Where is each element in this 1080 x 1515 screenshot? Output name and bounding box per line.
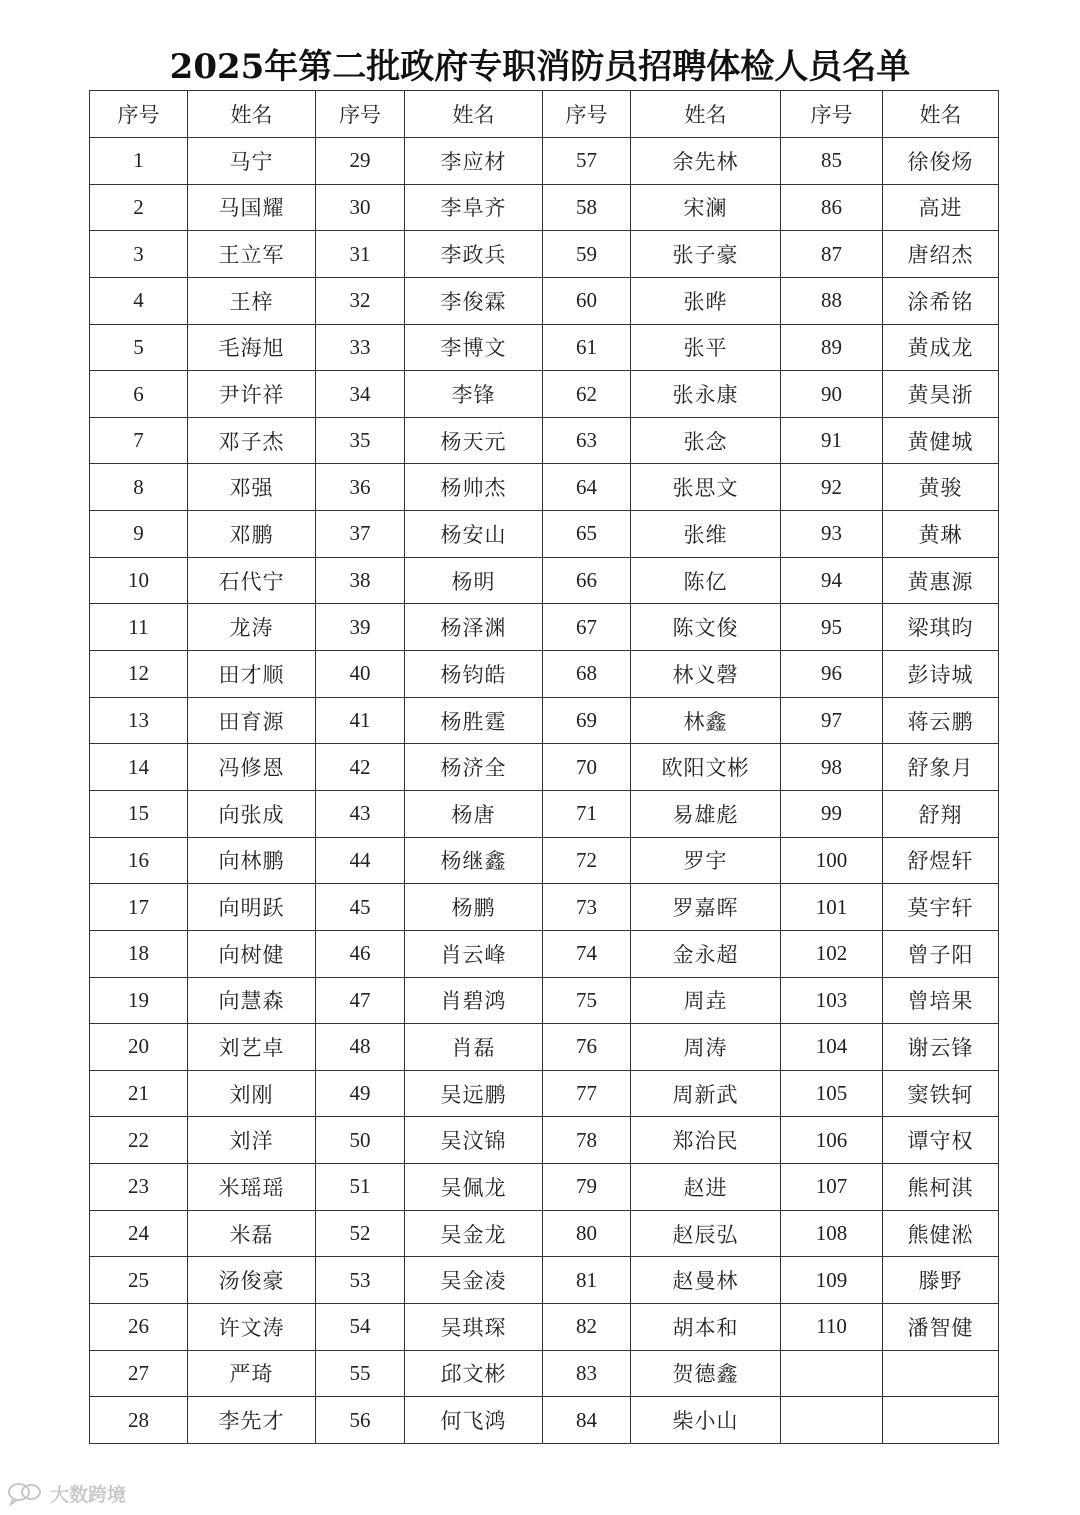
- index-cell: 53: [316, 1257, 405, 1304]
- table-row: [90, 1210, 999, 1257]
- index-cell: 101: [781, 884, 883, 931]
- name-cell: 邓鹏: [188, 511, 316, 558]
- name-cell: 彭诗城: [883, 651, 999, 698]
- name-cell: 向张成: [188, 790, 316, 837]
- index-cell: 100: [781, 837, 883, 884]
- index-cell: 60: [543, 277, 631, 324]
- roster-table: [89, 90, 999, 1444]
- name-cell: 张维: [631, 511, 781, 558]
- table-row: [90, 930, 999, 977]
- index-cell: 1: [90, 138, 188, 185]
- index-cell: 96: [781, 651, 883, 698]
- name-cell: 邓强: [188, 464, 316, 511]
- name-cell: 向慧森: [188, 977, 316, 1024]
- table-row: [90, 277, 999, 324]
- index-cell: 80: [543, 1210, 631, 1257]
- name-cell: 张念: [631, 417, 781, 464]
- table-row: [90, 977, 999, 1024]
- document-title: 2025年第二批政府专职消防员招聘体检人员名单: [169, 47, 911, 87]
- name-cell: 赵曼林: [631, 1257, 781, 1304]
- index-cell: 52: [316, 1210, 405, 1257]
- name-cell: 赵辰弘: [631, 1210, 781, 1257]
- name-cell: 邓子杰: [188, 417, 316, 464]
- table-row: [90, 1350, 999, 1397]
- index-cell: 66: [543, 557, 631, 604]
- table-row: [90, 604, 999, 651]
- name-cell: 杨胜霆: [405, 697, 543, 744]
- name-cell: 李应材: [405, 138, 543, 185]
- index-cell: [781, 1397, 883, 1444]
- name-cell: 曾培果: [883, 977, 999, 1024]
- index-cell: 95: [781, 604, 883, 651]
- watermark-text: 大数跨境: [50, 1483, 127, 1506]
- name-cell: 刘刚: [188, 1070, 316, 1117]
- index-cell: 85: [781, 138, 883, 185]
- table-row: [90, 1070, 999, 1117]
- name-cell: 杨钧皓: [405, 651, 543, 698]
- name-cell: 胡本和: [631, 1304, 781, 1351]
- name-cell: 李锋: [405, 371, 543, 418]
- name-cell: 黄惠源: [883, 557, 999, 604]
- index-cell: 33: [316, 324, 405, 371]
- index-cell: 87: [781, 231, 883, 278]
- index-cell: 34: [316, 371, 405, 418]
- index-cell: 54: [316, 1304, 405, 1351]
- index-cell: 3: [90, 231, 188, 278]
- name-cell: 李先才: [188, 1397, 316, 1444]
- name-cell: 李俊霖: [405, 277, 543, 324]
- name-cell: 米磊: [188, 1210, 316, 1257]
- index-cell: 72: [543, 837, 631, 884]
- name-cell: 吴琪琛: [405, 1304, 543, 1351]
- index-cell: 88: [781, 277, 883, 324]
- index-cell: 5: [90, 324, 188, 371]
- name-cell: 黄骏: [883, 464, 999, 511]
- name-cell: 罗宇: [631, 837, 781, 884]
- name-cell: [883, 1397, 999, 1444]
- index-cell: 58: [543, 184, 631, 231]
- name-cell: 梁琪昀: [883, 604, 999, 651]
- name-cell: 杨明: [405, 557, 543, 604]
- index-cell: 91: [781, 417, 883, 464]
- name-cell: 石代宁: [188, 557, 316, 604]
- name-cell: 谭守权: [883, 1117, 999, 1164]
- index-cell: 26: [90, 1304, 188, 1351]
- index-cell: 38: [316, 557, 405, 604]
- index-cell: 27: [90, 1350, 188, 1397]
- name-cell: 罗嘉晖: [631, 884, 781, 931]
- index-cell: 69: [543, 697, 631, 744]
- index-cell: 77: [543, 1070, 631, 1117]
- index-cell: 41: [316, 697, 405, 744]
- index-cell: 61: [543, 324, 631, 371]
- index-cell: 19: [90, 977, 188, 1024]
- index-cell: 25: [90, 1257, 188, 1304]
- index-cell: 83: [543, 1350, 631, 1397]
- name-cell: 严琦: [188, 1350, 316, 1397]
- name-cell: 尹许祥: [188, 371, 316, 418]
- name-cell: 米瑶瑶: [188, 1164, 316, 1211]
- table-header-row: [90, 91, 999, 138]
- index-cell: 94: [781, 557, 883, 604]
- index-cell: 23: [90, 1164, 188, 1211]
- index-cell: 75: [543, 977, 631, 1024]
- name-cell: 王立军: [188, 231, 316, 278]
- name-cell: 赵进: [631, 1164, 781, 1211]
- index-cell: 37: [316, 511, 405, 558]
- name-cell: 肖磊: [405, 1024, 543, 1071]
- name-cell: 向明跃: [188, 884, 316, 931]
- name-cell: 杨安山: [405, 511, 543, 558]
- name-cell: 贺德鑫: [631, 1350, 781, 1397]
- table-row: [90, 1304, 999, 1351]
- index-cell: 110: [781, 1304, 883, 1351]
- index-cell: [781, 1350, 883, 1397]
- name-cell: 黄健城: [883, 417, 999, 464]
- index-cell: 105: [781, 1070, 883, 1117]
- index-cell: 40: [316, 651, 405, 698]
- index-cell: 8: [90, 464, 188, 511]
- table-row: [90, 138, 999, 185]
- name-cell: 陈文俊: [631, 604, 781, 651]
- name-cell: 黄成龙: [883, 324, 999, 371]
- name-cell: 马国耀: [188, 184, 316, 231]
- index-cell: 109: [781, 1257, 883, 1304]
- index-cell: 7: [90, 417, 188, 464]
- index-cell: 46: [316, 930, 405, 977]
- index-cell: 68: [543, 651, 631, 698]
- name-cell: 金永超: [631, 930, 781, 977]
- name-cell: 杨泽渊: [405, 604, 543, 651]
- name-cell: 张子豪: [631, 231, 781, 278]
- index-cell: 107: [781, 1164, 883, 1211]
- table-row: [90, 371, 999, 418]
- header-index: 序号: [543, 91, 631, 138]
- name-cell: 肖碧鸿: [405, 977, 543, 1024]
- index-cell: 71: [543, 790, 631, 837]
- table-row: [90, 837, 999, 884]
- name-cell: 郑治民: [631, 1117, 781, 1164]
- watermark: [6, 1478, 126, 1508]
- index-cell: 17: [90, 884, 188, 931]
- name-cell: 许文涛: [188, 1304, 316, 1351]
- index-cell: 47: [316, 977, 405, 1024]
- name-cell: 黄昊浙: [883, 371, 999, 418]
- name-cell: 田育源: [188, 697, 316, 744]
- name-cell: 熊柯淇: [883, 1164, 999, 1211]
- table-row: [90, 1117, 999, 1164]
- name-cell: 周垚: [631, 977, 781, 1024]
- index-cell: 35: [316, 417, 405, 464]
- index-cell: 70: [543, 744, 631, 791]
- name-cell: 向树健: [188, 930, 316, 977]
- name-cell: 杨天元: [405, 417, 543, 464]
- index-cell: 44: [316, 837, 405, 884]
- table-row: [90, 1397, 999, 1444]
- index-cell: 90: [781, 371, 883, 418]
- name-cell: 舒翔: [883, 790, 999, 837]
- index-cell: 82: [543, 1304, 631, 1351]
- name-cell: 杨鹏: [405, 884, 543, 931]
- header-name: 姓名: [883, 91, 999, 138]
- index-cell: 15: [90, 790, 188, 837]
- name-cell: 余先林: [631, 138, 781, 185]
- name-cell: 杨济全: [405, 744, 543, 791]
- index-cell: 76: [543, 1024, 631, 1071]
- table-row: [90, 790, 999, 837]
- index-cell: 51: [316, 1164, 405, 1211]
- index-cell: 30: [316, 184, 405, 231]
- name-cell: 潘智健: [883, 1304, 999, 1351]
- name-cell: 宋澜: [631, 184, 781, 231]
- name-cell: 冯修恩: [188, 744, 316, 791]
- table-row: [90, 231, 999, 278]
- name-cell: 窦铁轲: [883, 1070, 999, 1117]
- name-cell: 何飞鸿: [405, 1397, 543, 1444]
- header-index: 序号: [781, 91, 883, 138]
- index-cell: 29: [316, 138, 405, 185]
- header-index: 序号: [316, 91, 405, 138]
- name-cell: 张永康: [631, 371, 781, 418]
- index-cell: 104: [781, 1024, 883, 1071]
- index-cell: 65: [543, 511, 631, 558]
- name-cell: 王梓: [188, 277, 316, 324]
- name-cell: 舒煜轩: [883, 837, 999, 884]
- index-cell: 48: [316, 1024, 405, 1071]
- name-cell: 林义磬: [631, 651, 781, 698]
- table-row: [90, 417, 999, 464]
- index-cell: 2: [90, 184, 188, 231]
- name-cell: 林鑫: [631, 697, 781, 744]
- index-cell: 42: [316, 744, 405, 791]
- index-cell: 12: [90, 651, 188, 698]
- name-cell: 杨继鑫: [405, 837, 543, 884]
- name-cell: 唐绍杰: [883, 231, 999, 278]
- name-cell: 向林鹏: [188, 837, 316, 884]
- name-cell: 吴汶锦: [405, 1117, 543, 1164]
- name-cell: 毛海旭: [188, 324, 316, 371]
- index-cell: 64: [543, 464, 631, 511]
- index-cell: 50: [316, 1117, 405, 1164]
- index-cell: 9: [90, 511, 188, 558]
- name-cell: 杨帅杰: [405, 464, 543, 511]
- name-cell: 吴佩龙: [405, 1164, 543, 1211]
- index-cell: 67: [543, 604, 631, 651]
- index-cell: 11: [90, 604, 188, 651]
- index-cell: 63: [543, 417, 631, 464]
- name-cell: 曾子阳: [883, 930, 999, 977]
- name-cell: 蒋云鹏: [883, 697, 999, 744]
- index-cell: 108: [781, 1210, 883, 1257]
- name-cell: 易雄彪: [631, 790, 781, 837]
- name-cell: 马宁: [188, 138, 316, 185]
- table-row: [90, 464, 999, 511]
- name-cell: 周涛: [631, 1024, 781, 1071]
- table-row: [90, 744, 999, 791]
- name-cell: 邱文彬: [405, 1350, 543, 1397]
- index-cell: 6: [90, 371, 188, 418]
- name-cell: 涂希铭: [883, 277, 999, 324]
- index-cell: 86: [781, 184, 883, 231]
- index-cell: 78: [543, 1117, 631, 1164]
- index-cell: 49: [316, 1070, 405, 1117]
- index-cell: 79: [543, 1164, 631, 1211]
- name-cell: 高进: [883, 184, 999, 231]
- name-cell: 李阜齐: [405, 184, 543, 231]
- name-cell: 田才顺: [188, 651, 316, 698]
- table-row: [90, 1024, 999, 1071]
- name-cell: 徐俊炀: [883, 138, 999, 185]
- index-cell: 98: [781, 744, 883, 791]
- index-cell: 73: [543, 884, 631, 931]
- name-cell: 周新武: [631, 1070, 781, 1117]
- index-cell: 92: [781, 464, 883, 511]
- table-row: [90, 184, 999, 231]
- name-cell: 欧阳文彬: [631, 744, 781, 791]
- index-cell: 45: [316, 884, 405, 931]
- index-cell: 18: [90, 930, 188, 977]
- name-cell: 张思文: [631, 464, 781, 511]
- header-name: 姓名: [405, 91, 543, 138]
- table-row: [90, 1257, 999, 1304]
- index-cell: 62: [543, 371, 631, 418]
- name-cell: 张平: [631, 324, 781, 371]
- name-cell: 谢云锋: [883, 1024, 999, 1071]
- table-row: [90, 651, 999, 698]
- index-cell: 106: [781, 1117, 883, 1164]
- index-cell: 28: [90, 1397, 188, 1444]
- name-cell: 杨唐: [405, 790, 543, 837]
- name-cell: 柴小山: [631, 1397, 781, 1444]
- table-row: [90, 324, 999, 371]
- table-row: [90, 557, 999, 604]
- name-cell: [883, 1350, 999, 1397]
- index-cell: 13: [90, 697, 188, 744]
- index-cell: 74: [543, 930, 631, 977]
- name-cell: 吴远鹏: [405, 1070, 543, 1117]
- index-cell: 103: [781, 977, 883, 1024]
- name-cell: 陈亿: [631, 557, 781, 604]
- name-cell: 刘洋: [188, 1117, 316, 1164]
- index-cell: 10: [90, 557, 188, 604]
- index-cell: 97: [781, 697, 883, 744]
- name-cell: 龙涛: [188, 604, 316, 651]
- name-cell: 吴金凌: [405, 1257, 543, 1304]
- name-cell: 吴金龙: [405, 1210, 543, 1257]
- index-cell: 20: [90, 1024, 188, 1071]
- index-cell: 89: [781, 324, 883, 371]
- index-cell: 32: [316, 277, 405, 324]
- header-name: 姓名: [631, 91, 781, 138]
- table-row: [90, 511, 999, 558]
- table-row: [90, 884, 999, 931]
- index-cell: 102: [781, 930, 883, 977]
- table-row: [90, 1164, 999, 1211]
- index-cell: 22: [90, 1117, 188, 1164]
- index-cell: 84: [543, 1397, 631, 1444]
- index-cell: 57: [543, 138, 631, 185]
- header-name: 姓名: [188, 91, 316, 138]
- name-cell: 汤俊豪: [188, 1257, 316, 1304]
- index-cell: 81: [543, 1257, 631, 1304]
- name-cell: 张晔: [631, 277, 781, 324]
- index-cell: 39: [316, 604, 405, 651]
- name-cell: 黄琳: [883, 511, 999, 558]
- name-cell: 舒象月: [883, 744, 999, 791]
- name-cell: 莫宇轩: [883, 884, 999, 931]
- index-cell: 56: [316, 1397, 405, 1444]
- name-cell: 肖云峰: [405, 930, 543, 977]
- index-cell: 31: [316, 231, 405, 278]
- index-cell: 93: [781, 511, 883, 558]
- chat-bubble-logo-icon: [6, 1480, 44, 1506]
- name-cell: 熊健淞: [883, 1210, 999, 1257]
- index-cell: 55: [316, 1350, 405, 1397]
- header-index: 序号: [90, 91, 188, 138]
- index-cell: 24: [90, 1210, 188, 1257]
- name-cell: 李政兵: [405, 231, 543, 278]
- index-cell: 16: [90, 837, 188, 884]
- index-cell: 4: [90, 277, 188, 324]
- name-cell: 滕野: [883, 1257, 999, 1304]
- name-cell: 李博文: [405, 324, 543, 371]
- table-row: [90, 697, 999, 744]
- index-cell: 43: [316, 790, 405, 837]
- index-cell: 99: [781, 790, 883, 837]
- index-cell: 21: [90, 1070, 188, 1117]
- index-cell: 59: [543, 231, 631, 278]
- index-cell: 36: [316, 464, 405, 511]
- name-cell: 刘艺卓: [188, 1024, 316, 1071]
- index-cell: 14: [90, 744, 188, 791]
